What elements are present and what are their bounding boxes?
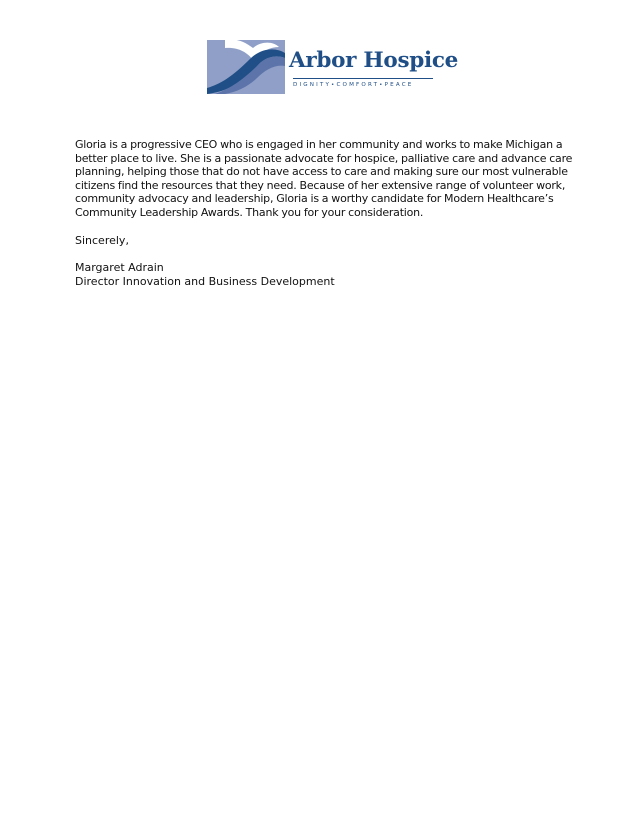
letter-body (75, 138, 575, 288)
signer-title: Director Innovation and Business Development (75, 274, 335, 288)
letter-closing: Sincerely, (75, 233, 129, 247)
arbor-hospice-logo-icon (207, 38, 285, 94)
logo-divider (293, 78, 433, 79)
organization-name: Arbor Hospice (289, 48, 459, 73)
organization-tagline: DIGNITY•COMFORT•PEACE (293, 82, 414, 88)
signature-block (75, 261, 575, 288)
signer-name: Margaret Adrain (75, 261, 164, 275)
recommendation-paragraph: Gloria is a progressive CEO who is engaged in her community and works to make Michigan a better place to live. She is a passionate advocate for hospice, palliative care and advance care planning, helping those that do not have access to care and making sure our most vulnerable citizens find the resources that they need. Because of her extensive range of volunteer work, community advocacy and leadership, Gloria is a worthy candidate for Modern Healthcare’s Community Leadership Awards. Thank you for your consideration. (75, 138, 573, 219)
letterhead (207, 38, 459, 96)
